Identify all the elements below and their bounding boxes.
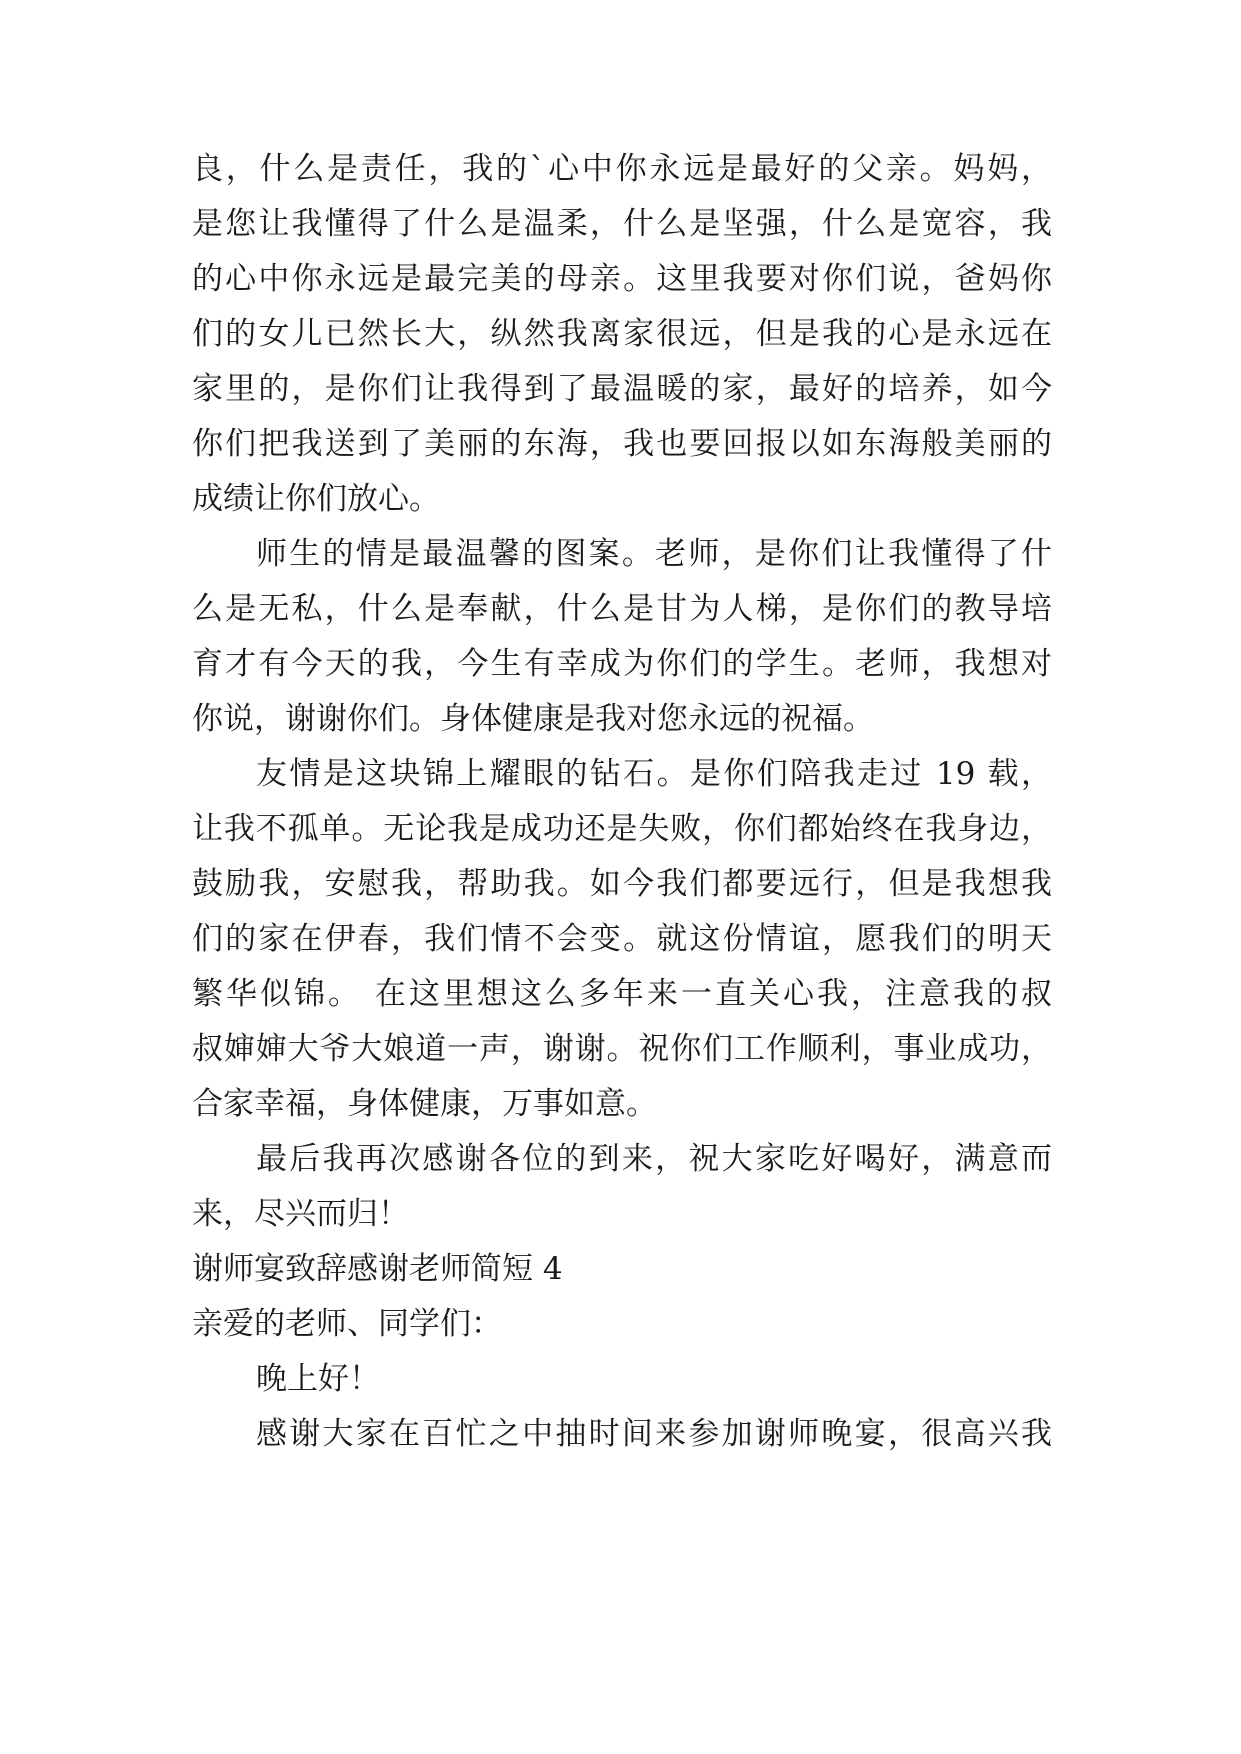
text-line: 们的家在伊春，我们情不会变。就这份情谊，愿我们的明天 <box>192 921 1052 957</box>
text-line: 成绩让你们放心。 <box>192 481 440 517</box>
greeting: 晚上好！ <box>256 1361 380 1397</box>
paragraph-first-line: 最后我再次感谢各位的到来，祝大家吃好喝好，满意而 <box>256 1141 1052 1177</box>
text-line: 鼓励我，安慰我，帮助我。如今我们都要远行，但是我想我 <box>192 866 1052 902</box>
text-line: 们的女儿已然长大，纵然我离家很远，但是我的心是永远在 <box>192 316 1052 352</box>
salutation: 亲爱的老师、同学们： <box>192 1306 502 1342</box>
text-line: 良，什么是责任，我的`心中你永远是最好的父亲。妈妈， <box>192 151 1052 187</box>
text-line: 的心中你永远是最完美的母亲。这里我要对你们说，爸妈你 <box>192 261 1052 297</box>
section-heading: 谢师宴致辞感谢老师简短 4 <box>192 1251 563 1287</box>
paragraph-first-line: 师生的情是最温馨的图案。老师，是你们让我懂得了什 <box>256 536 1052 572</box>
text-line: 让我不孤单。无论我是成功还是失败，你们都始终在我身边， <box>192 811 1052 847</box>
text-line: 么是无私，什么是奉献，什么是甘为人梯，是你们的教导培 <box>192 591 1052 627</box>
text-line: 家里的，是你们让我得到了最温暖的家，最好的培养，如今 <box>192 371 1052 407</box>
text-line: 育才有今天的我，今生有幸成为你们的学生。老师，我想对 <box>192 646 1052 682</box>
text-line: 是您让我懂得了什么是温柔，什么是坚强，什么是宽容，我 <box>192 206 1052 242</box>
text-line: 合家幸福，身体健康，万事如意。 <box>192 1086 657 1122</box>
text-line: 来，尽兴而归！ <box>192 1196 409 1232</box>
text-line: 叔婶婶大爷大娘道一声，谢谢。祝你们工作顺利，事业成功， <box>192 1031 1052 1067</box>
paragraph-first-line: 感谢大家在百忙之中抽时间来参加谢师晚宴，很高兴我 <box>256 1416 1052 1452</box>
paragraph-first-line: 友情是这块锦上耀眼的钻石。是你们陪我走过 19 载， <box>256 756 1052 792</box>
text-line: 你们把我送到了美丽的东海，我也要回报以如东海般美丽的 <box>192 426 1052 462</box>
text-line: 繁华似锦。 在这里想这么多年来一直关心我，注意我的叔 <box>192 976 1052 1012</box>
text-line: 你说，谢谢你们。身体健康是我对您永远的祝福。 <box>192 701 874 737</box>
